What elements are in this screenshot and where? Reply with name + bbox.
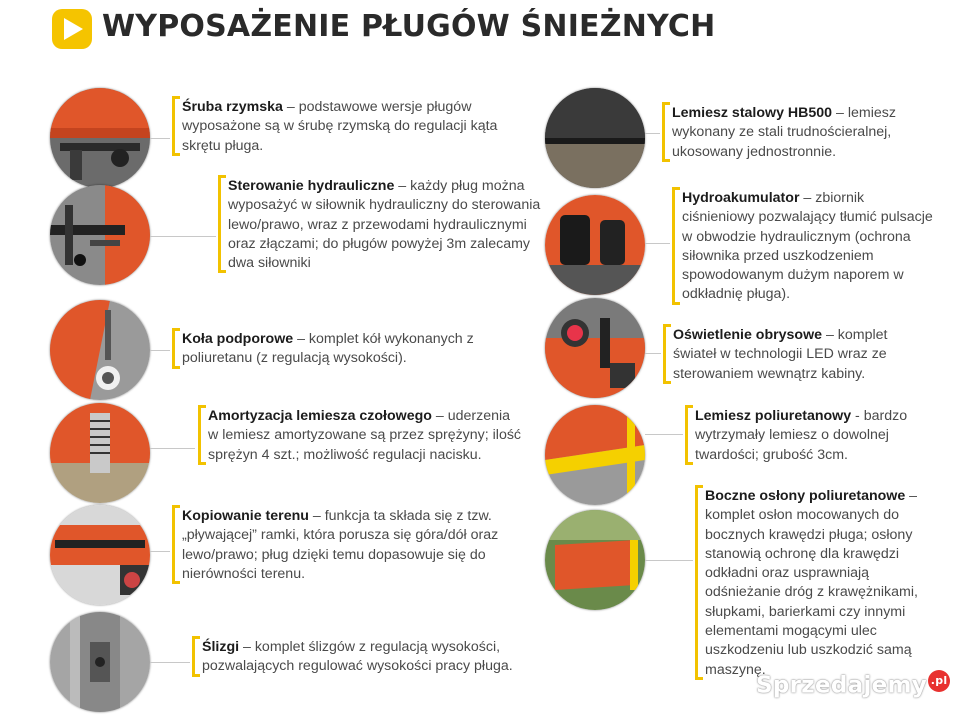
feature-title: Sterowanie hydrauliczne bbox=[228, 178, 395, 194]
watermark-tld: .pl bbox=[928, 670, 950, 692]
accent-bracket bbox=[192, 636, 200, 677]
watermark-brand: Sprzedajemy bbox=[756, 672, 928, 699]
accent-bracket bbox=[663, 324, 671, 384]
feature-title: Lemiesz poliuretanowy bbox=[695, 408, 852, 424]
feature-hydraulic-control bbox=[218, 175, 553, 273]
connector-line bbox=[645, 243, 670, 244]
connector-line bbox=[150, 236, 216, 237]
accent-bracket bbox=[662, 102, 670, 162]
connector-line bbox=[645, 353, 661, 354]
connector-line bbox=[150, 662, 190, 663]
accent-bracket bbox=[218, 175, 226, 273]
accent-bracket bbox=[172, 505, 180, 584]
feature-desc: – lemiesz wykonany ze stali trudnościeralnej, ukosowany jednostronnie. bbox=[672, 105, 896, 160]
play-logo-icon bbox=[50, 7, 94, 51]
feature-turnbuckle bbox=[172, 96, 502, 156]
feature-blade-suspension bbox=[198, 405, 523, 465]
feature-title: Hydroakumulator bbox=[682, 190, 800, 206]
photo-skids bbox=[50, 612, 150, 712]
feature-desc: – komplet świateł w technologii LED wraz ze sterowaniem wewnątrz kabiny. bbox=[673, 327, 888, 382]
feature-desc: – komplet ślizgów z regulacją wysokości, pozwalających regulować wysokości pracy pługa. bbox=[202, 639, 513, 675]
feature-desc: – komplet kół wykonanych z poliuretanu (z regulacją wysokości). bbox=[182, 331, 474, 367]
feature-desc: – komplet osłon mocowanych do bocznych krawędzi pługa; osłony stanowią ochronę dla krawędzi odkładni oraz usprawniają odśnieżanie dróg z krawężnikami, słupkami, barierkami czy innymi elementami mogącymi ulec uszkodzeniu lub uszkodzić samą maszynę. bbox=[705, 488, 918, 678]
feature-title: Kopiowanie terenu bbox=[182, 508, 309, 524]
feature-desc: - bardzo wytrzymały lemiesz o dowolnej twardości; grubość 3cm. bbox=[695, 408, 908, 463]
photo-polyurethane-blade bbox=[545, 405, 645, 505]
feature-title: Boczne osłony poliuretanowe bbox=[705, 488, 906, 504]
feature-title: Lemiesz stalowy HB500 bbox=[672, 105, 833, 121]
feature-terrain-following bbox=[172, 505, 507, 584]
feature-desc: – uderzenia w lemiesz amortyzowane są przez sprężyny; ilość sprężyn 4 szt.; możliwość regulacji nacisku. bbox=[208, 408, 522, 463]
feature-title: Śruba rzymska bbox=[182, 99, 283, 115]
feature-title: Koła podporowe bbox=[182, 331, 294, 347]
accent-bracket bbox=[685, 405, 693, 465]
connector-line bbox=[150, 138, 170, 139]
photo-turnbuckle bbox=[50, 88, 150, 188]
accent-bracket bbox=[198, 405, 206, 465]
accent-bracket bbox=[695, 485, 703, 680]
feature-desc: – podstawowe wersje pługów wyposażone są w śrubę rzymską do regulacji kąta skrętu pługa. bbox=[182, 99, 498, 154]
photo-support-wheels bbox=[50, 300, 150, 400]
feature-skids bbox=[192, 636, 532, 677]
photo-terrain-following bbox=[50, 505, 150, 605]
feature-desc: – zbiornik ciśnieniowy pozwalający tłumić pulsacje w obwodzie hydraulicznym (ochrona siłownika przed uszkodzeniem spowodowanym dużym naporem w odkładnię pługa). bbox=[682, 190, 933, 303]
connector-line bbox=[150, 350, 170, 351]
photo-hydroaccumulator bbox=[545, 195, 645, 295]
photo-side-guards bbox=[545, 510, 645, 610]
accent-bracket bbox=[672, 187, 680, 305]
feature-title: Ślizgi bbox=[202, 639, 240, 655]
feature-desc: – funkcja ta składa się z tzw. „pływającej” ramki, która porusza się góra/dół oraz lewo/prawo; pług dzięki temu dopasowuje się do nierówności terenu. bbox=[182, 508, 499, 582]
feature-title: Oświetlenie obrysowe bbox=[673, 327, 823, 343]
feature-polyurethane-blade bbox=[685, 405, 930, 465]
page-title: WYPOSAŻENIE PŁUGÓW ŚNIEŻNYCH bbox=[102, 9, 716, 44]
feature-marker-lights bbox=[663, 324, 923, 384]
photo-marker-lights bbox=[545, 298, 645, 398]
feature-hydroaccumulator bbox=[672, 187, 934, 305]
feature-steel-blade bbox=[662, 102, 924, 162]
feature-support-wheels bbox=[172, 328, 517, 369]
photo-blade-suspension bbox=[50, 403, 150, 503]
feature-desc: – każdy pług można wyposażyć w siłownik hydrauliczny do sterowania lewo/prawo, wraz z przewodami hydraulicznymi oraz złączami; do pługów powyżej 3m zalecamy dwa siłowniki bbox=[228, 178, 541, 272]
accent-bracket bbox=[172, 328, 180, 369]
photo-steel-blade bbox=[545, 88, 645, 188]
connector-line bbox=[645, 434, 683, 435]
connector-line bbox=[150, 448, 195, 449]
connector-line bbox=[645, 560, 693, 561]
feature-title: Amortyzacja lemiesza czołowego bbox=[208, 408, 432, 424]
connector-line bbox=[150, 551, 170, 552]
watermark bbox=[756, 670, 950, 699]
accent-bracket bbox=[172, 96, 180, 156]
photo-hydraulic-control bbox=[50, 185, 150, 285]
feature-side-guards bbox=[695, 485, 940, 680]
connector-line bbox=[645, 133, 660, 134]
